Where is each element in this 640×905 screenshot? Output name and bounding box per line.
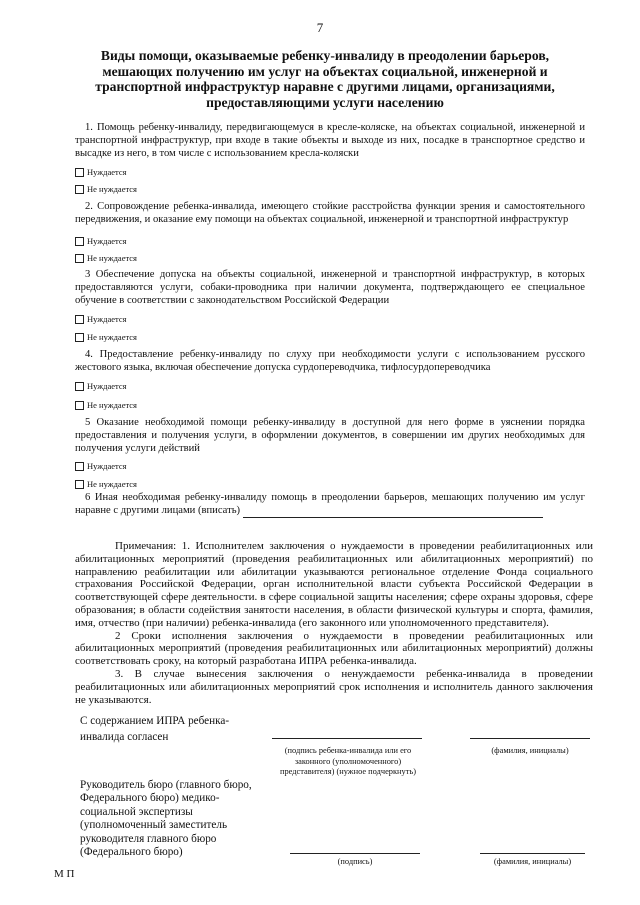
checkbox-box[interactable] <box>75 333 84 342</box>
item-6-text: 6 Иная необходимая ребенку-инвалиду помощь в преодолении барьеров, мешающих получению им услуг наравне с другими лицами (вписать) <box>75 492 585 516</box>
checkbox-not-needs-2[interactable] <box>75 253 137 263</box>
child-signature-caption: (подпись ребенка-инвалида или его законного (уполномоченного) представителя) (нужное подчеркнуть) <box>280 746 416 776</box>
assistance-item-3: 3 Обеспечение допуска на объекты социальной, инженерной и транспортной инфраструктур, в которых предоставляются услуги, собаки-проводника при наличии документа, подтверждающего ее специальное обучение в соответствии с законодательством Российской Федерации <box>75 269 585 306</box>
assistance-item-5: 5 Оказание необходимой помощи ребенку-инвалиду в доступной для него форме в уяснении порядка предоставления и получения услуги, в оформлении документов, в совершении им других необходимых для получения услуги действий <box>75 417 585 454</box>
checkbox-label: Нуждается <box>87 167 127 177</box>
checkbox-not-needs-5[interactable] <box>75 479 137 489</box>
bureau-head-text: Руководитель бюро (главного бюро, Федерального бюро) медико-социальной экспертизы (уполномоченный заместитель руководителя главного бюро (Федерального бюро) <box>80 779 252 859</box>
head-signature-line[interactable] <box>290 853 420 854</box>
assistance-item-6 <box>75 492 585 518</box>
note-3: 3. В случае вынесения заключения о ненуждаемости ребенка-инвалида в проведении реабилитационных или абилитационных мероприятий срок исполнения и исполнитель данного заключения не указываются. <box>75 667 593 706</box>
checkbox-box[interactable] <box>75 185 84 194</box>
write-in-field[interactable] <box>243 508 543 518</box>
checkbox-needs-5[interactable] <box>75 461 127 471</box>
checkbox-needs-4[interactable] <box>75 381 127 391</box>
checkbox-box[interactable] <box>75 254 84 263</box>
checkbox-label: Не нуждается <box>87 253 137 263</box>
checkbox-label: Нуждается <box>87 236 127 246</box>
agreement-text: С содержанием ИПРА ребенка-инвалида согласен <box>80 715 230 743</box>
assistance-item-2: 2. Сопровождение ребенка-инвалида, имеющего стойкие расстройства функции зрения и самостоятельного передвижения, и оказание ему помощи на объектах социальной, инженерной и транспортной инфраструктур <box>75 201 585 225</box>
checkbox-box[interactable] <box>75 315 84 324</box>
document-title: Виды помощи, оказываемые ребенку-инвалиду в преодолении барьеров, мешающих получению им услуг на объектах социальной, инженерной и транспортной инфраструктур наравне с другими лицами, организациями, предоставляющими услуги населению <box>95 48 555 110</box>
head-name-caption: (фамилия, инициалы) <box>493 857 572 866</box>
checkbox-box[interactable] <box>75 401 84 410</box>
child-signature-line[interactable] <box>272 738 422 739</box>
checkbox-box[interactable] <box>75 382 84 391</box>
checkbox-not-needs-4[interactable] <box>75 400 137 410</box>
note-1: Примечания: 1. Исполнителем заключения о нуждаемости в проведении реабилитационных или абилитационных мероприятий (проведения реабилитационных или абилитационных мероприятий) по направлению реабилитации или абилитации указываются региональное отделение Фонда социального страхования Российской Федерации, орган исполнительной власти субъекта Российской Федерации в соответствующей сфере деятельности. в сфере социальной защиты населения; сфере охраны здоровья, сфере образования; в области содействия занятости населения, в области физической культуры и спорта, фамилия, имя, отчество (при наличии) ребенка-инвалида (его законного или уполномоченного представителя). <box>75 540 593 629</box>
checkbox-needs-2[interactable] <box>75 236 127 246</box>
checkbox-label: Не нуждается <box>87 332 137 342</box>
checkbox-needs-1[interactable] <box>75 167 127 177</box>
checkbox-not-needs-1[interactable] <box>75 184 137 194</box>
checkbox-label: Нуждается <box>87 381 127 391</box>
page-number: 7 <box>316 20 324 35</box>
checkbox-label: Не нуждается <box>87 184 137 194</box>
assistance-item-1: 1. Помощь ребенку-инвалиду, передвигающемуся в кресле-коляске, на объектах социальной, инженерной и транспортной инфраструктур, при входе в такие объекты и выходе из них, посадке в транспортное средство и высадке из него, в том числе с использованием кресла-коляски <box>75 122 585 159</box>
checkbox-label: Нуждается <box>87 314 127 324</box>
child-name-line[interactable] <box>470 738 590 739</box>
stamp-place: М П <box>54 868 75 880</box>
assistance-item-4: 4. Предоставление ребенку-инвалиду по слуху при необходимости услуги с использованием русского жестового языка, включая обеспечение допуска сурдопереводчика, тифлосурдопереводчика <box>75 349 585 373</box>
head-signature-caption: (подпись) <box>337 857 373 866</box>
checkbox-box[interactable] <box>75 462 84 471</box>
checkbox-box[interactable] <box>75 480 84 489</box>
head-name-line[interactable] <box>480 853 585 854</box>
checkbox-needs-3[interactable] <box>75 314 127 324</box>
checkbox-label: Нуждается <box>87 461 127 471</box>
checkbox-label: Не нуждается <box>87 400 137 410</box>
checkbox-box[interactable] <box>75 168 84 177</box>
checkbox-not-needs-3[interactable] <box>75 332 137 342</box>
notes-section <box>75 540 593 706</box>
checkbox-box[interactable] <box>75 237 84 246</box>
child-name-caption: (фамилия, инициалы) <box>491 746 569 755</box>
checkbox-label: Не нуждается <box>87 479 137 489</box>
note-2: 2 Сроки исполнения заключения о нуждаемости в проведении реабилитационных или абилитационных мероприятий (проведения реабилитационных или абилитационных мероприятий) должны соответствовать сроку, на который разработана ИПРА ребенка-инвалида. <box>75 629 593 668</box>
